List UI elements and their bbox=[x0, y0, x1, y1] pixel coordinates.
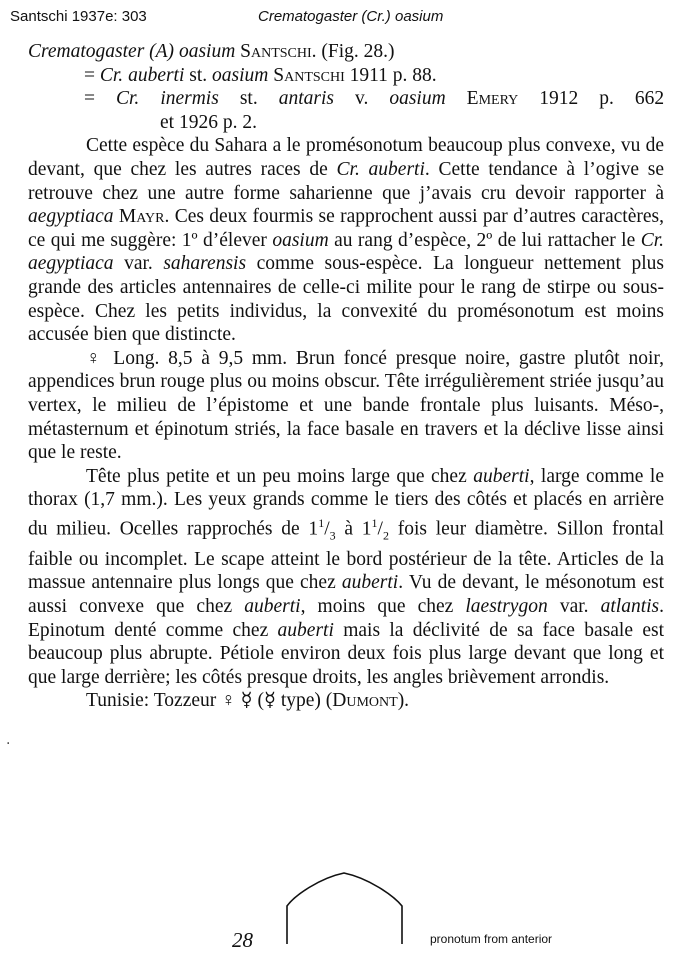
header-citation: Santschi 1937e: 303 bbox=[10, 8, 147, 25]
text-run: . Cette tendance à l’ogive se retrouve chez une autre forme saharienne que j’avais cru devoir rapporter à bbox=[28, 158, 664, 204]
text-run: var. bbox=[113, 253, 164, 275]
figure-caption: pronotum from anterior bbox=[430, 932, 553, 946]
text-run: Long. 8,5 à 9,5 mm. Brun foncé presque noire, gastre plutôt noir, appendices brun rouge plus ou moins obscur. Tête irrégulièrement striée jusqu’au vertex, le milieu de l’épistome et une bande frontale plus luisants. Méso-, métasternum et épinotum striés, la face basale en travers et la déclive lisse ainsi que le reste. bbox=[28, 347, 664, 464]
text-run: var. bbox=[547, 596, 601, 618]
author-name: Mayr bbox=[118, 206, 165, 228]
genus-name: Cr. bbox=[116, 88, 140, 110]
subgenus: (A) bbox=[149, 41, 175, 62]
text-run: . Vu de devant, le mésonotum est aussi convexe que chez bbox=[28, 572, 664, 618]
italic-taxon: saharensis bbox=[163, 253, 247, 275]
rank: v. bbox=[354, 88, 369, 110]
fraction-denominator: 2 bbox=[382, 528, 389, 543]
text-run: Tête plus petite et un peu moins large que chez bbox=[86, 465, 474, 487]
text-run: mais la déclivité de sa face basale est beaucoup plus abrupte. Pétiole environ deux fois plus large devant que long et que large derrière; les côtés presque droits, les angles brièvement arrondis. bbox=[28, 619, 664, 688]
species-name: oasium bbox=[178, 41, 236, 62]
text-run: fois leur diamètre. Sillon frontal faible ou incomplet. Le scape atteint le bord postérieur de la tête. Articles de la massue antennaire plus longs que chez bbox=[28, 518, 665, 594]
italic-taxon: auberti bbox=[244, 596, 301, 618]
reference: 1912 p. 662 bbox=[539, 88, 665, 110]
text-run: ( bbox=[320, 690, 333, 712]
italic-taxon: Cr. aegyptiaca bbox=[28, 229, 664, 275]
species-name: auberti bbox=[128, 64, 185, 86]
sex-symbols: ♀ ☿ (☿ type) bbox=[221, 690, 321, 712]
text-run: , large comme le thorax (1,7 mm.). Les yeux grands comme le tiers des côtés et placés en arrière du milieu. Ocelles rapprochés de 1 bbox=[28, 465, 664, 540]
italic-taxon: oasium bbox=[272, 229, 329, 251]
synonymy-line-4: et 1926 p. 2. bbox=[160, 111, 257, 133]
reference: 1911 p. 88. bbox=[349, 64, 437, 86]
header-taxon: Crematogaster (Cr.) oasium bbox=[258, 8, 444, 25]
italic-taxon: atlantis bbox=[600, 596, 660, 618]
text-run: comme sous-espèce. La longueur nettement plus grande des articles antennaires de celle-ci milite pour le rang de stirpe ou sous-espèce. Chez les petits individus, la convexité du promésonotum est moins accusée bien que distincte. bbox=[28, 253, 664, 346]
rank: st. bbox=[189, 64, 208, 86]
female-symbol: ♀ bbox=[86, 347, 105, 369]
paragraph-3: Tête plus petite et un peu moins large que chez auberti, large comme le thorax (1,7 mm.). Les yeux grands comme le tiers des côtés et placés en arrière du milieu. Ocelles rapprochés de $1^1/_3$ à $1^1/_2$ fois leur diamètre. Sillon frontal faible ou incomplet. Le scape atteint le bord postérieur de la tête. Articles de la massue antennaire plus longs que chez auberti. Vu de devant, le mésonotum est aussi convexe que chez auberti, moins que chez laestrygon var. atlantis. Epinotum denté comme chez auberti mais la déclivité de sa face basale est beaucoup plus abrupte. Pétiole environ deux fois plus large devant que long et que large derrière; les côtés presque droits, les angles brièvement arrondis. bbox=[28, 465, 665, 688]
italic-taxon: aegyptiaca bbox=[28, 206, 114, 228]
author-name: Emery bbox=[466, 88, 519, 110]
rank: st. bbox=[239, 88, 258, 110]
fraction-numerator: 1 bbox=[318, 515, 325, 530]
genus-name: Cr. bbox=[99, 64, 124, 86]
margin-mark: · bbox=[6, 736, 11, 752]
figure-ref: (Fig. 28.) bbox=[321, 41, 395, 62]
equals-sign: = bbox=[84, 88, 95, 110]
text-run: à 1 bbox=[335, 518, 372, 540]
fraction-numerator: 1 bbox=[371, 515, 378, 530]
equals-sign: = bbox=[84, 64, 95, 86]
species-name: inermis bbox=[160, 88, 219, 110]
text-run: . Ces deux fourmis se rapprochent aussi par d’autres caractères, ce qui me suggère: 1º d’élever bbox=[28, 206, 664, 251]
infraspecific-name: antaris bbox=[278, 88, 334, 110]
text-run: Cette espèce du Sahara a le promésonotum beaucoup plus convexe, vu de devant, que chez les autres races de bbox=[28, 135, 664, 180]
author-name: Dumont bbox=[332, 690, 398, 712]
genus-name: Crematogaster bbox=[28, 41, 145, 62]
infraspecific-name: oasium bbox=[389, 88, 446, 110]
italic-taxon: auberti bbox=[341, 572, 399, 594]
text-run: au rang d’espèce, 2º de lui rattacher le bbox=[328, 229, 641, 251]
italic-taxon: Cr. auberti bbox=[336, 158, 425, 180]
infraspecific-name: oasium bbox=[212, 64, 269, 86]
text-run: ). bbox=[397, 690, 410, 712]
text-run: . Epinotum denté comme chez bbox=[28, 596, 665, 641]
author-name: Santschi bbox=[273, 64, 345, 86]
text-run: Tunisie: Tozzeur bbox=[86, 690, 222, 712]
italic-taxon: laestrygon bbox=[465, 596, 548, 618]
pronotum-outline bbox=[287, 873, 402, 944]
italic-taxon: auberti bbox=[473, 465, 530, 487]
figure-number: 28 bbox=[232, 928, 253, 952]
fraction-denominator: 3 bbox=[329, 528, 336, 543]
text-run: , moins que chez bbox=[300, 596, 466, 618]
italic-taxon: auberti bbox=[277, 619, 334, 641]
author-name: Santschi. bbox=[240, 41, 317, 62]
